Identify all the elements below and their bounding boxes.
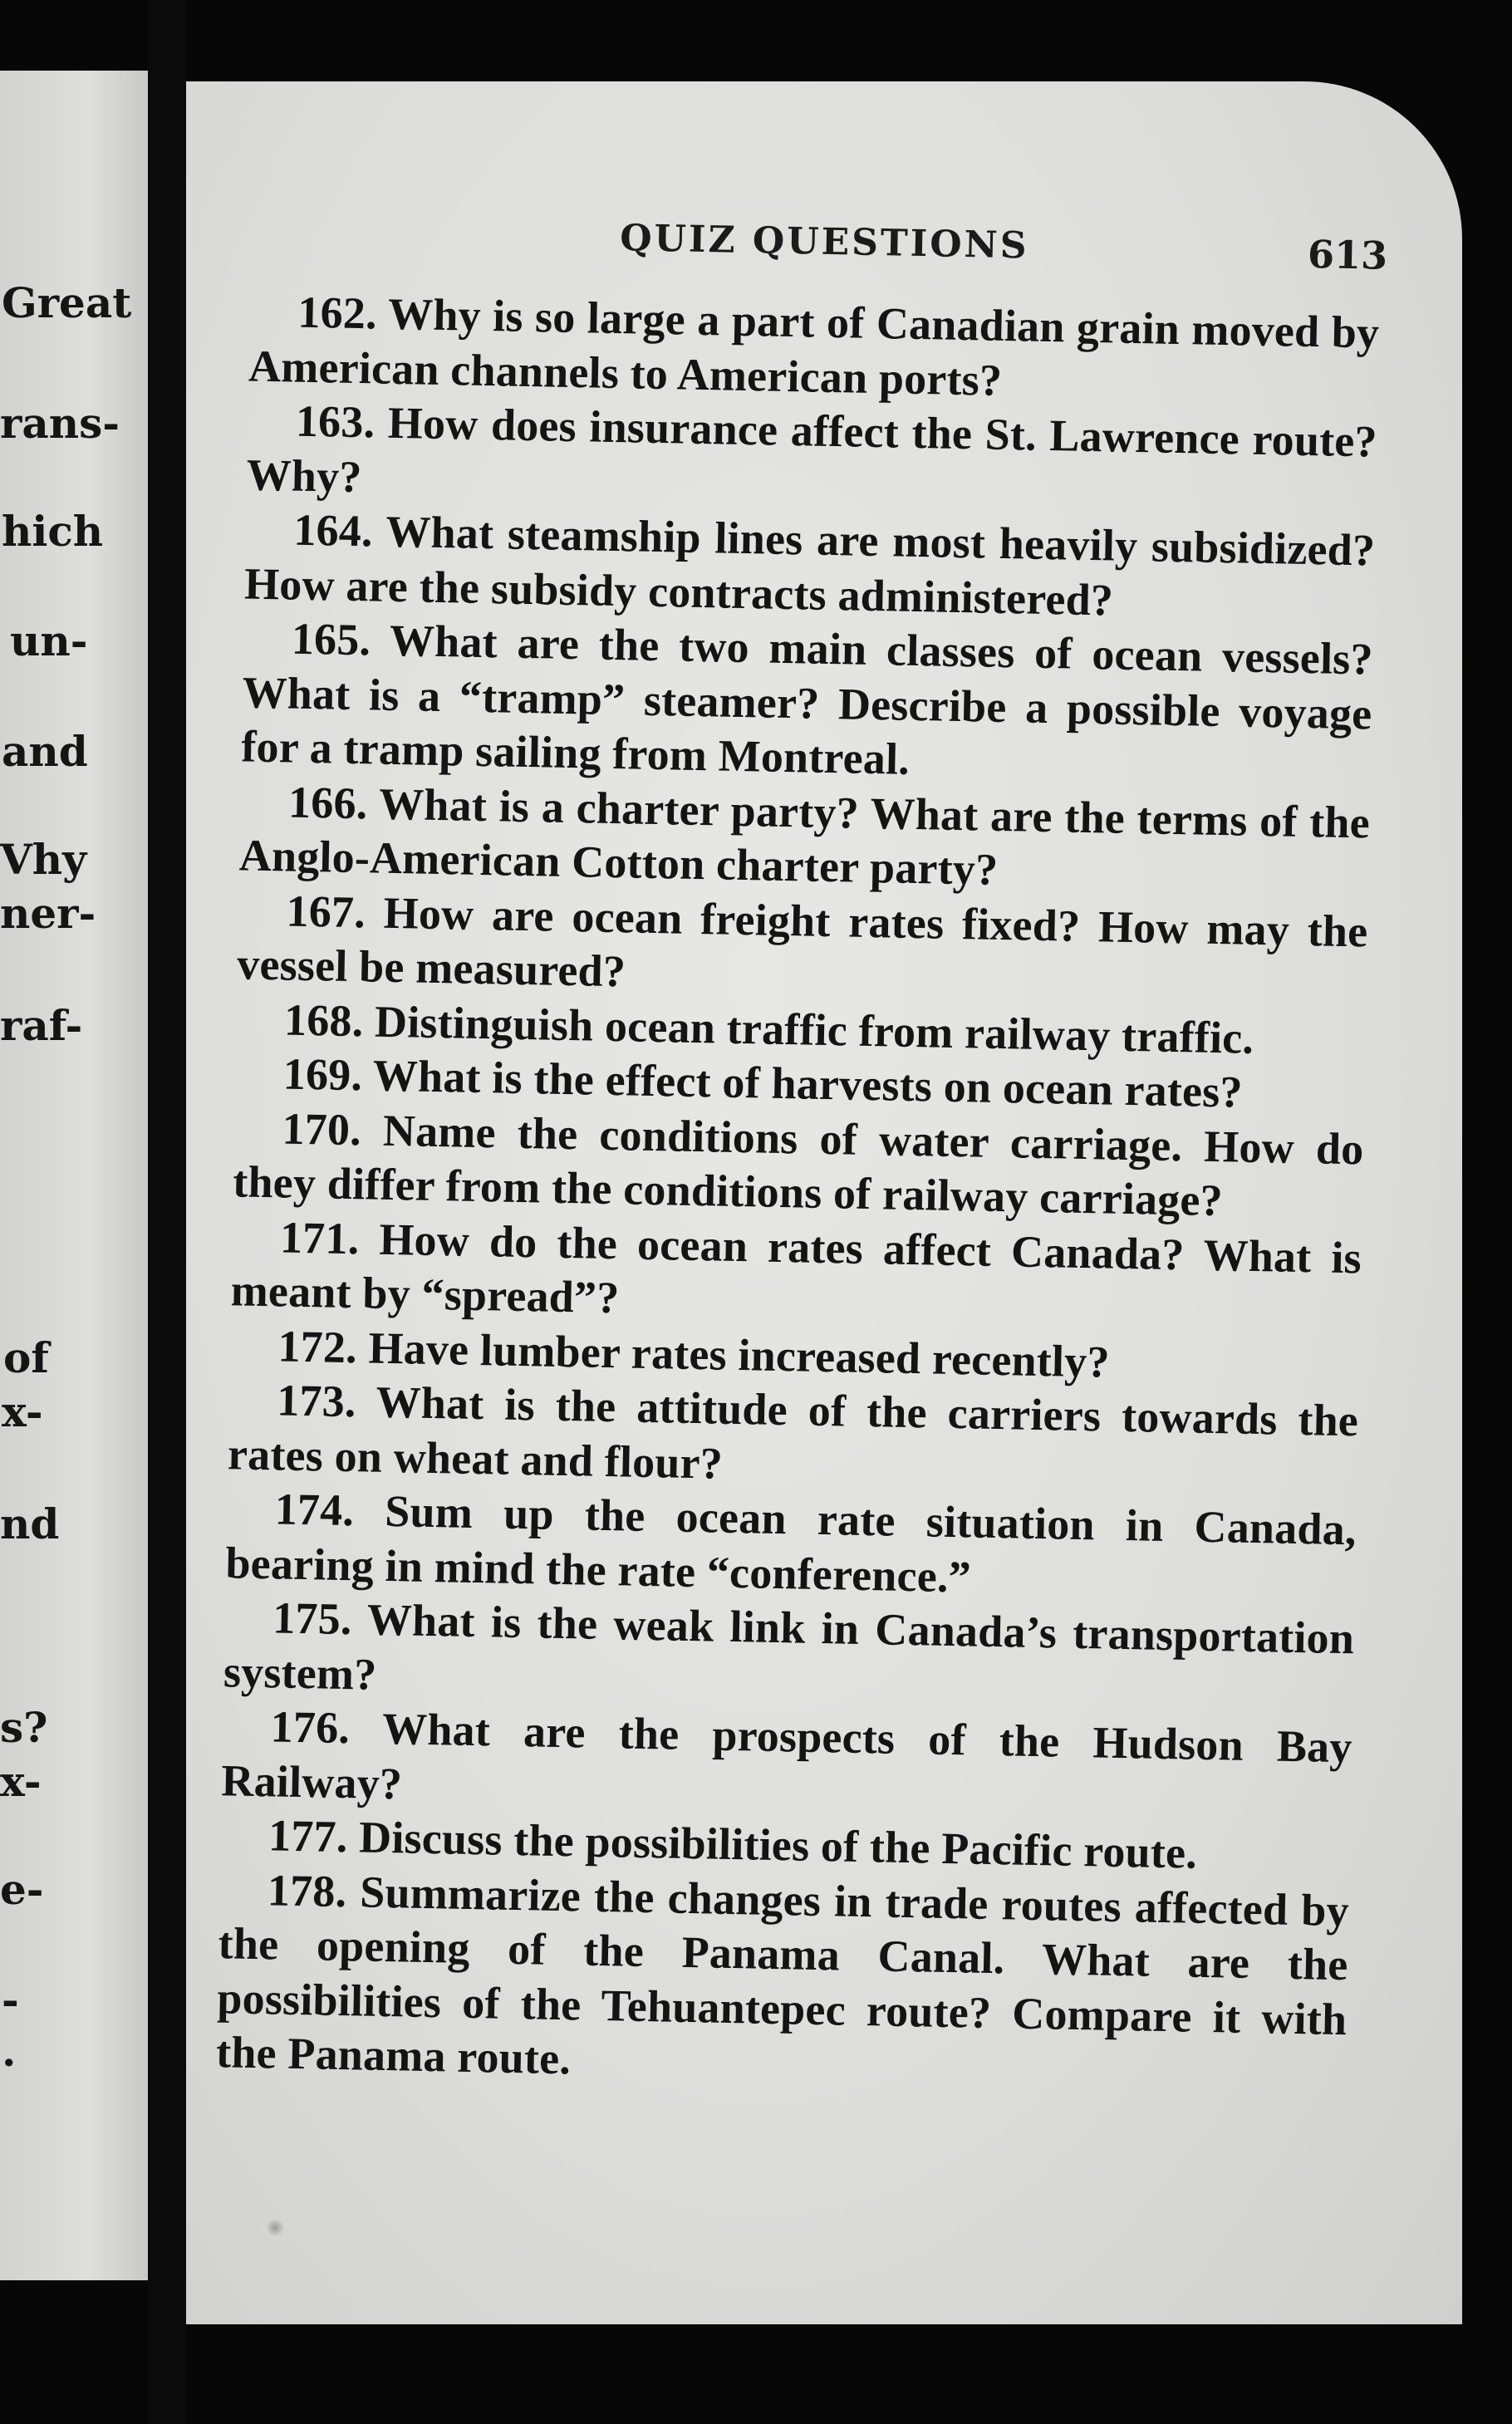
left-page-fragment: Great — [2, 278, 132, 327]
question-text: Name the conditions of water carriage. How do they differ from the conditions of railway carriage? — [232, 1105, 1364, 1226]
question-number: 174. — [274, 1484, 355, 1536]
quiz-question — [233, 1101, 1364, 1231]
question-text: How does insurance affect the St. Lawrence route? Why? — [246, 397, 1378, 502]
running-head — [204, 209, 1435, 285]
question-number: 163. — [295, 395, 376, 448]
question-number: 173. — [276, 1375, 357, 1427]
question-number: 166. — [287, 777, 369, 828]
quiz-question — [221, 1699, 1352, 1829]
quiz-question — [230, 1210, 1362, 1340]
question-number: 168. — [283, 994, 364, 1046]
quiz-question — [238, 774, 1370, 905]
left-page-fragment: x- — [2, 1387, 43, 1436]
question-text: What are the prospects of the Hudson Bay Railway? — [220, 1703, 1353, 1808]
question-text: What is the weak link in Canada’s transportation system? — [223, 1594, 1355, 1700]
question-number: 171. — [279, 1211, 360, 1264]
quiz-question — [237, 883, 1368, 1013]
question-number: 170. — [282, 1102, 362, 1155]
left-page-fragment: ner- — [0, 889, 96, 938]
question-number: 176. — [270, 1701, 351, 1754]
left-page-fragment: s? — [0, 1703, 48, 1752]
page-content — [186, 81, 1462, 2324]
question-text: Why is so large a part of Canadian grain moved by American channels to American ports? — [248, 288, 1380, 405]
question-text: Have lumber rates increased recently? — [367, 1322, 1111, 1387]
question-text: Discuss the possibilities of the Pacific route. — [358, 1812, 1198, 1878]
page-number: 613 — [1307, 231, 1388, 278]
left-page-fragment: rans- — [0, 399, 120, 448]
question-number: 169. — [282, 1048, 363, 1101]
question-number: 162. — [297, 287, 378, 339]
quiz-question — [244, 502, 1376, 632]
question-number: 165. — [291, 613, 371, 665]
left-page-fragment: of — [3, 1333, 49, 1382]
book-page — [186, 81, 1462, 2324]
question-text: How do the ocean rates affect Canada? What is meant by “spread”? — [230, 1214, 1362, 1323]
quiz-question — [246, 394, 1377, 524]
question-text: Summarize the changes in trade routes affected by the opening of the Panama Canal. What are the possibilities of the Tehuantepec route? Compare it with the Panama route. — [215, 1866, 1350, 2084]
question-number: 178. — [267, 1864, 347, 1916]
quiz-question — [241, 611, 1374, 796]
question-text: What are the two main classes of ocean vessels? What is a “tramp” steamer? Describe a possible voyage for a tramp sailing from Montreal. — [240, 615, 1374, 784]
question-text: What is a charter party? What are the terms of the Anglo-American Cotton charter party? — [238, 778, 1371, 895]
question-text: Sum up the ocean rate situation in Canada, bearing in mind the rate “conference.” — [224, 1485, 1357, 1602]
left-page-fragment: e- — [0, 1865, 44, 1914]
left-page-fragment: and — [2, 727, 88, 776]
book-gutter — [148, 0, 186, 2424]
question-number: 175. — [272, 1592, 353, 1645]
question-number: 164. — [292, 504, 374, 557]
left-page-fragment: . — [2, 2027, 17, 2076]
question-number: 167. — [286, 886, 366, 937]
question-text: How are ocean freight rates fixed? How may the vessel be measured? — [236, 887, 1368, 997]
left-page-fragment: hich — [2, 507, 104, 556]
left-page-fragment: - — [2, 1975, 19, 2024]
left-page — [0, 71, 148, 2280]
quiz-question — [223, 1590, 1354, 1720]
left-page-fragment: nd — [0, 1499, 60, 1548]
question-number: 172. — [277, 1320, 358, 1372]
question-text: What is the effect of harvests on ocean rates? — [372, 1050, 1244, 1117]
quiz-question — [248, 285, 1380, 415]
quiz-question-list — [216, 285, 1380, 2102]
quiz-question — [216, 1862, 1350, 2102]
left-page-fragment: x- — [0, 1757, 42, 1806]
quiz-question — [227, 1372, 1358, 1503]
running-title: QUIZ QUESTIONS — [619, 217, 1030, 267]
question-text: What steamship lines are most heavily subsidized? How are the subsidy contracts administered? — [243, 506, 1376, 626]
ink-smudge — [266, 2218, 284, 2236]
question-number: 177. — [268, 1810, 349, 1862]
quiz-question — [225, 1481, 1357, 1612]
left-page-fragment: Vhy — [0, 835, 87, 884]
left-page-fragment: un- — [10, 616, 88, 665]
left-page-fragment: raf- — [0, 1001, 83, 1050]
question-text: Distinguish ocean traffic from railway traffic. — [374, 996, 1254, 1063]
question-text: What is the attitude of the carriers towards the rates on wheat and flour? — [227, 1376, 1359, 1489]
